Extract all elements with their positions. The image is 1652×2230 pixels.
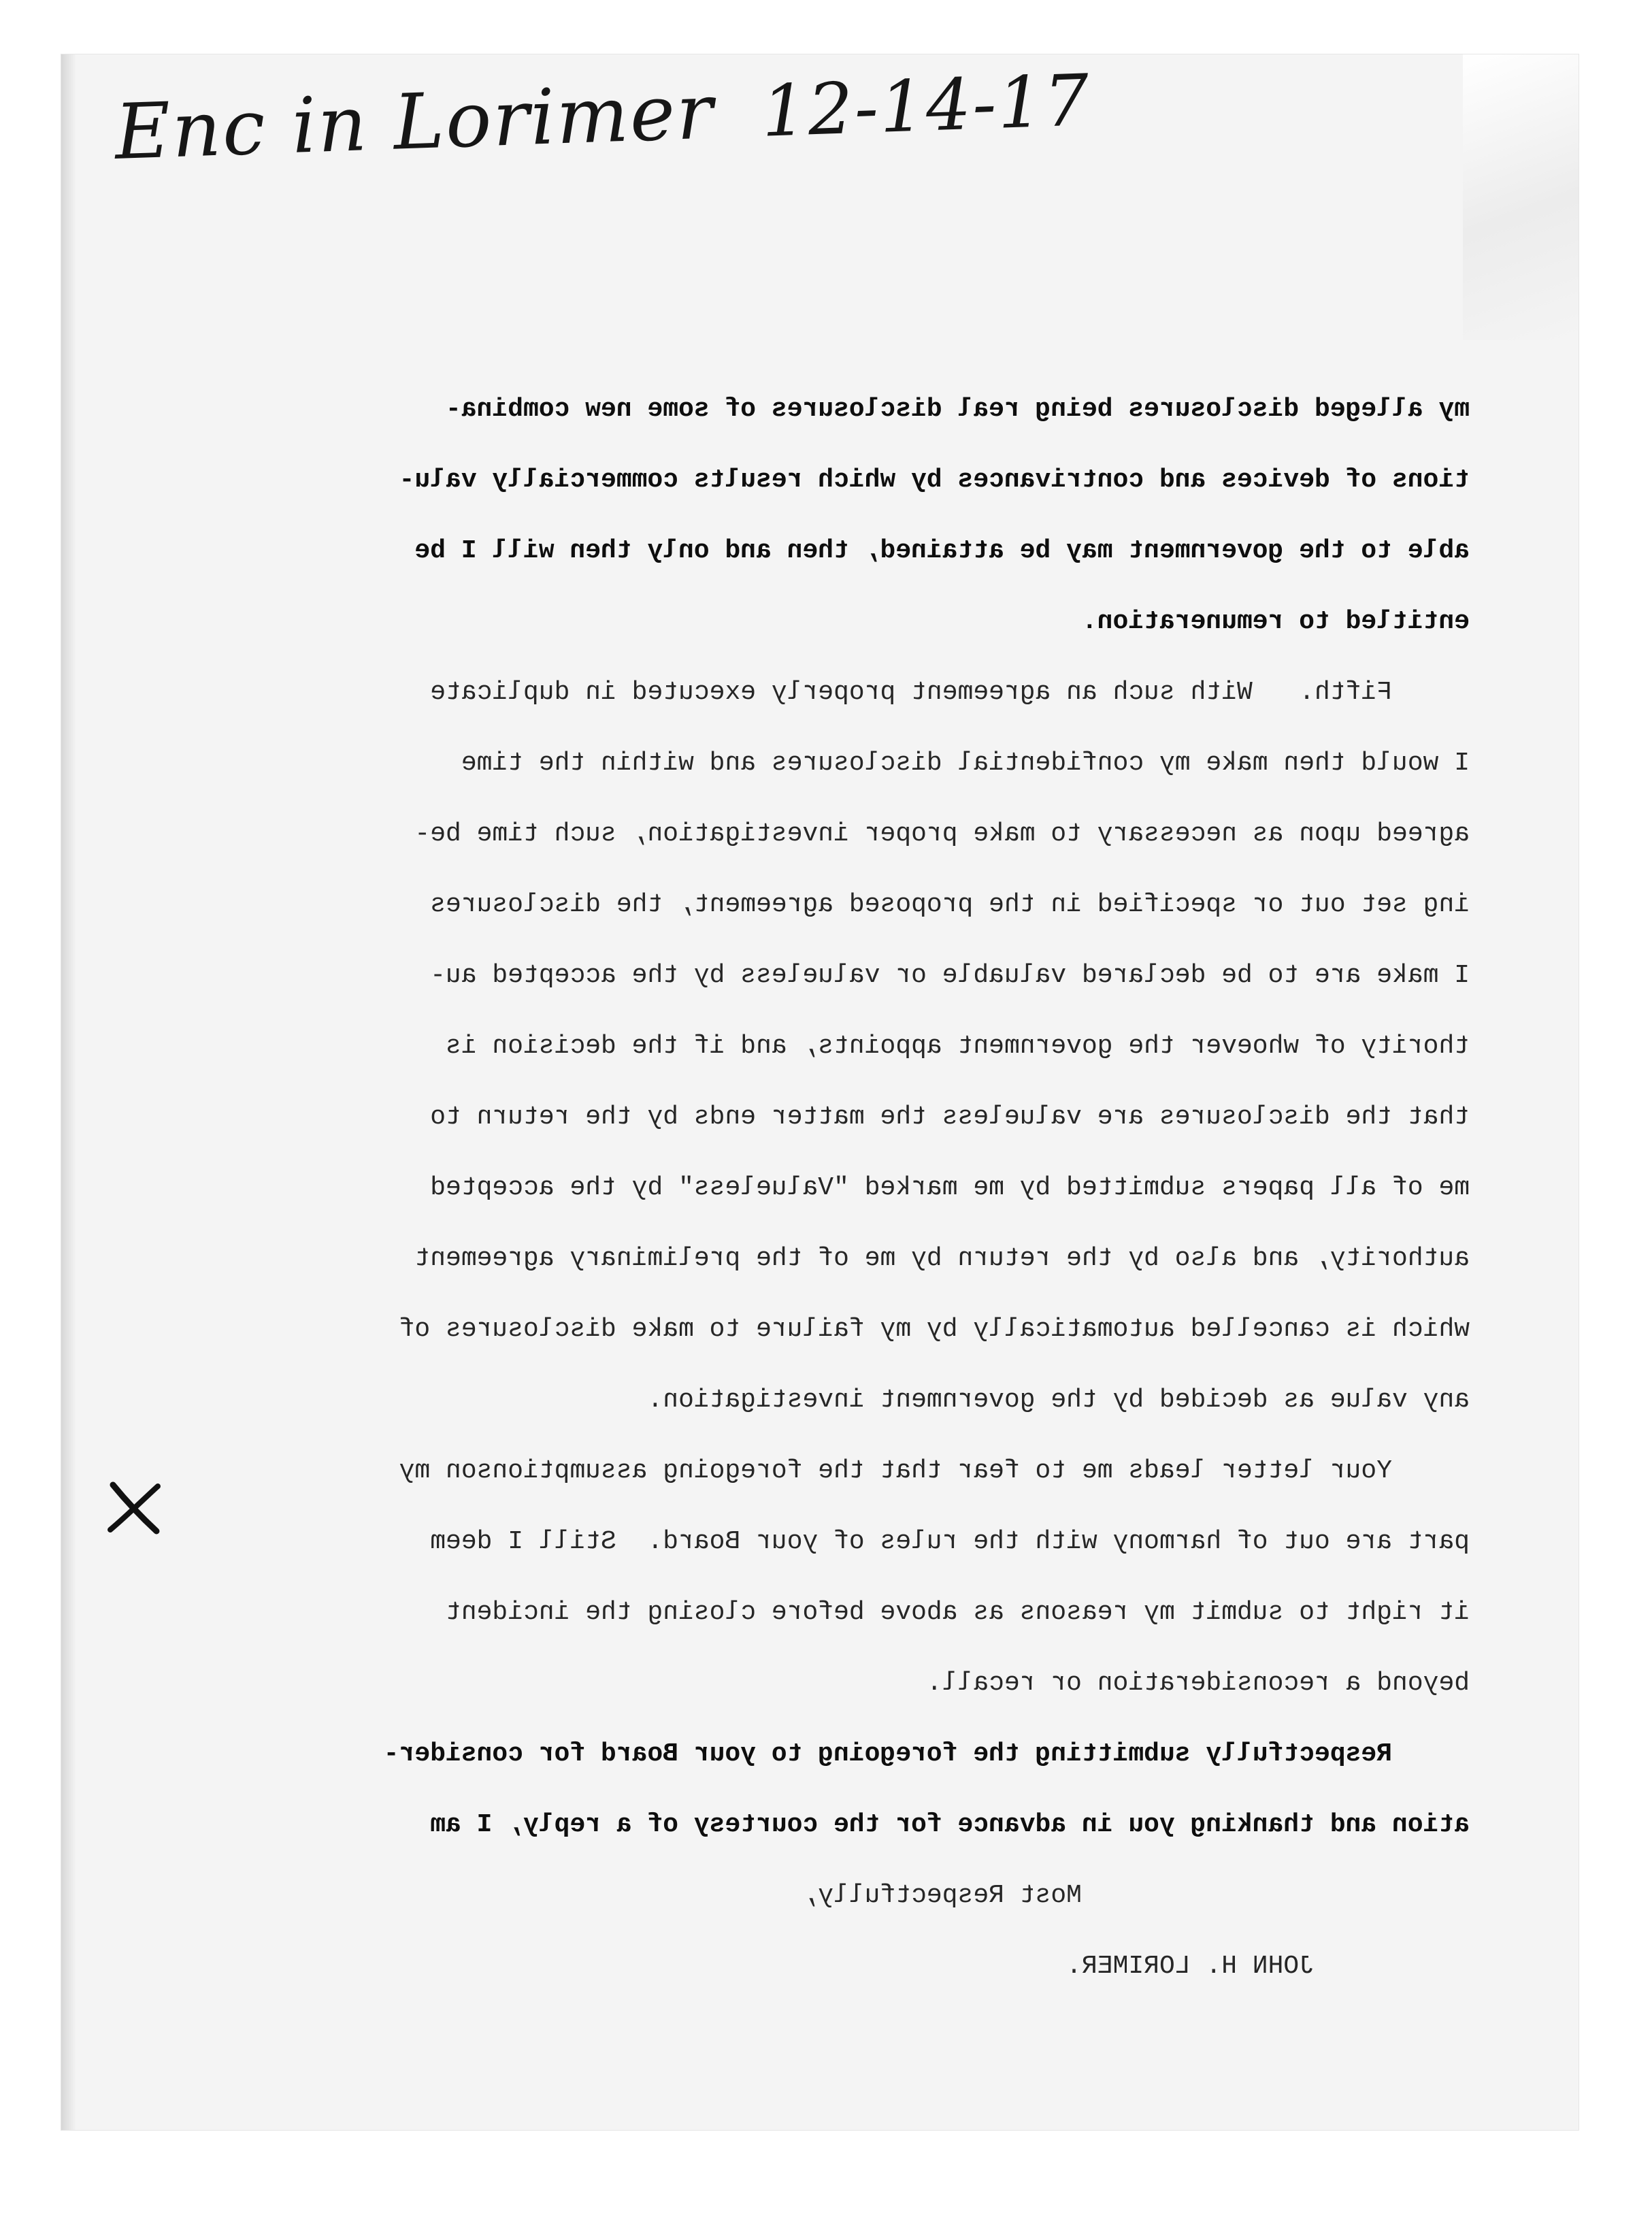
letter-line: tions of devices and contrivances by which results commercially valu- [399,465,1470,495]
letter-line: any value as decided by the government investigation. [647,1385,1470,1415]
letter-line: authority, and also by the return by me of the preliminary agreement [414,1244,1470,1273]
letter-line: part are out of harmony with the rules of your Board. Still I deem [430,1527,1470,1556]
handwritten-note [113,55,1092,218]
folded-corner [1463,54,1579,340]
letter-line: able to the government may be attained, then and only then will I be [414,536,1470,565]
letter-line: my alleged disclosures being real disclosures of some new combina- [445,395,1470,424]
letter-line: beyond a reconsideration or recall. [926,1669,1470,1698]
document-page [61,54,1579,2130]
letter-line: that the disclosures are valueless the matter ends by the return to [430,1102,1470,1132]
handwritten-date: 12-14-17 [760,58,1092,153]
letter-signature: JOHN H. LORIMER. [1066,1952,1470,1981]
letter-line: ation and thanking you in advance for the courtesy of a reply, I am [430,1810,1470,1839]
page-edge-shadow [61,54,76,2130]
letter-line: it right to submit my reasons as above before closing the incident [445,1598,1470,1627]
letter-line: which is cancelled automatically by my failure to make disclosures of [399,1315,1470,1344]
letter-closing: Most Respectfully, [802,1881,1470,1910]
letter-line: I would then make my confidential disclosures and within the time [461,749,1470,778]
mirrored-letter-text [191,374,1470,2002]
letter-line: I make are to be declared valuable or valueless by the accepted au- [430,961,1470,990]
letter-line: thority of whoever the government appoints, and if the decision is [445,1032,1470,1061]
letter-line: me of all papers submitted by me marked "Valueless" by the accepted [430,1173,1470,1202]
letter-line: Fifth. With such an agreement properly executed in duplicate [430,678,1470,707]
letter-line: ing set out or specified in the proposed agreement, the disclosures [430,890,1470,919]
letter-line: Respectfully submitting the foregoing to your Board for consider- [383,1739,1470,1769]
letter-line: Your letter leads me to fear that the foregoing assumptionson my [399,1456,1470,1486]
letter-line: agreed upon as necessary to make proper investigation, such time be- [414,819,1470,849]
handwritten-label: Enc in Lorimer [113,67,716,177]
letter-line: entitled to remuneration. [1081,607,1470,636]
margin-x-mark [103,1477,165,1538]
